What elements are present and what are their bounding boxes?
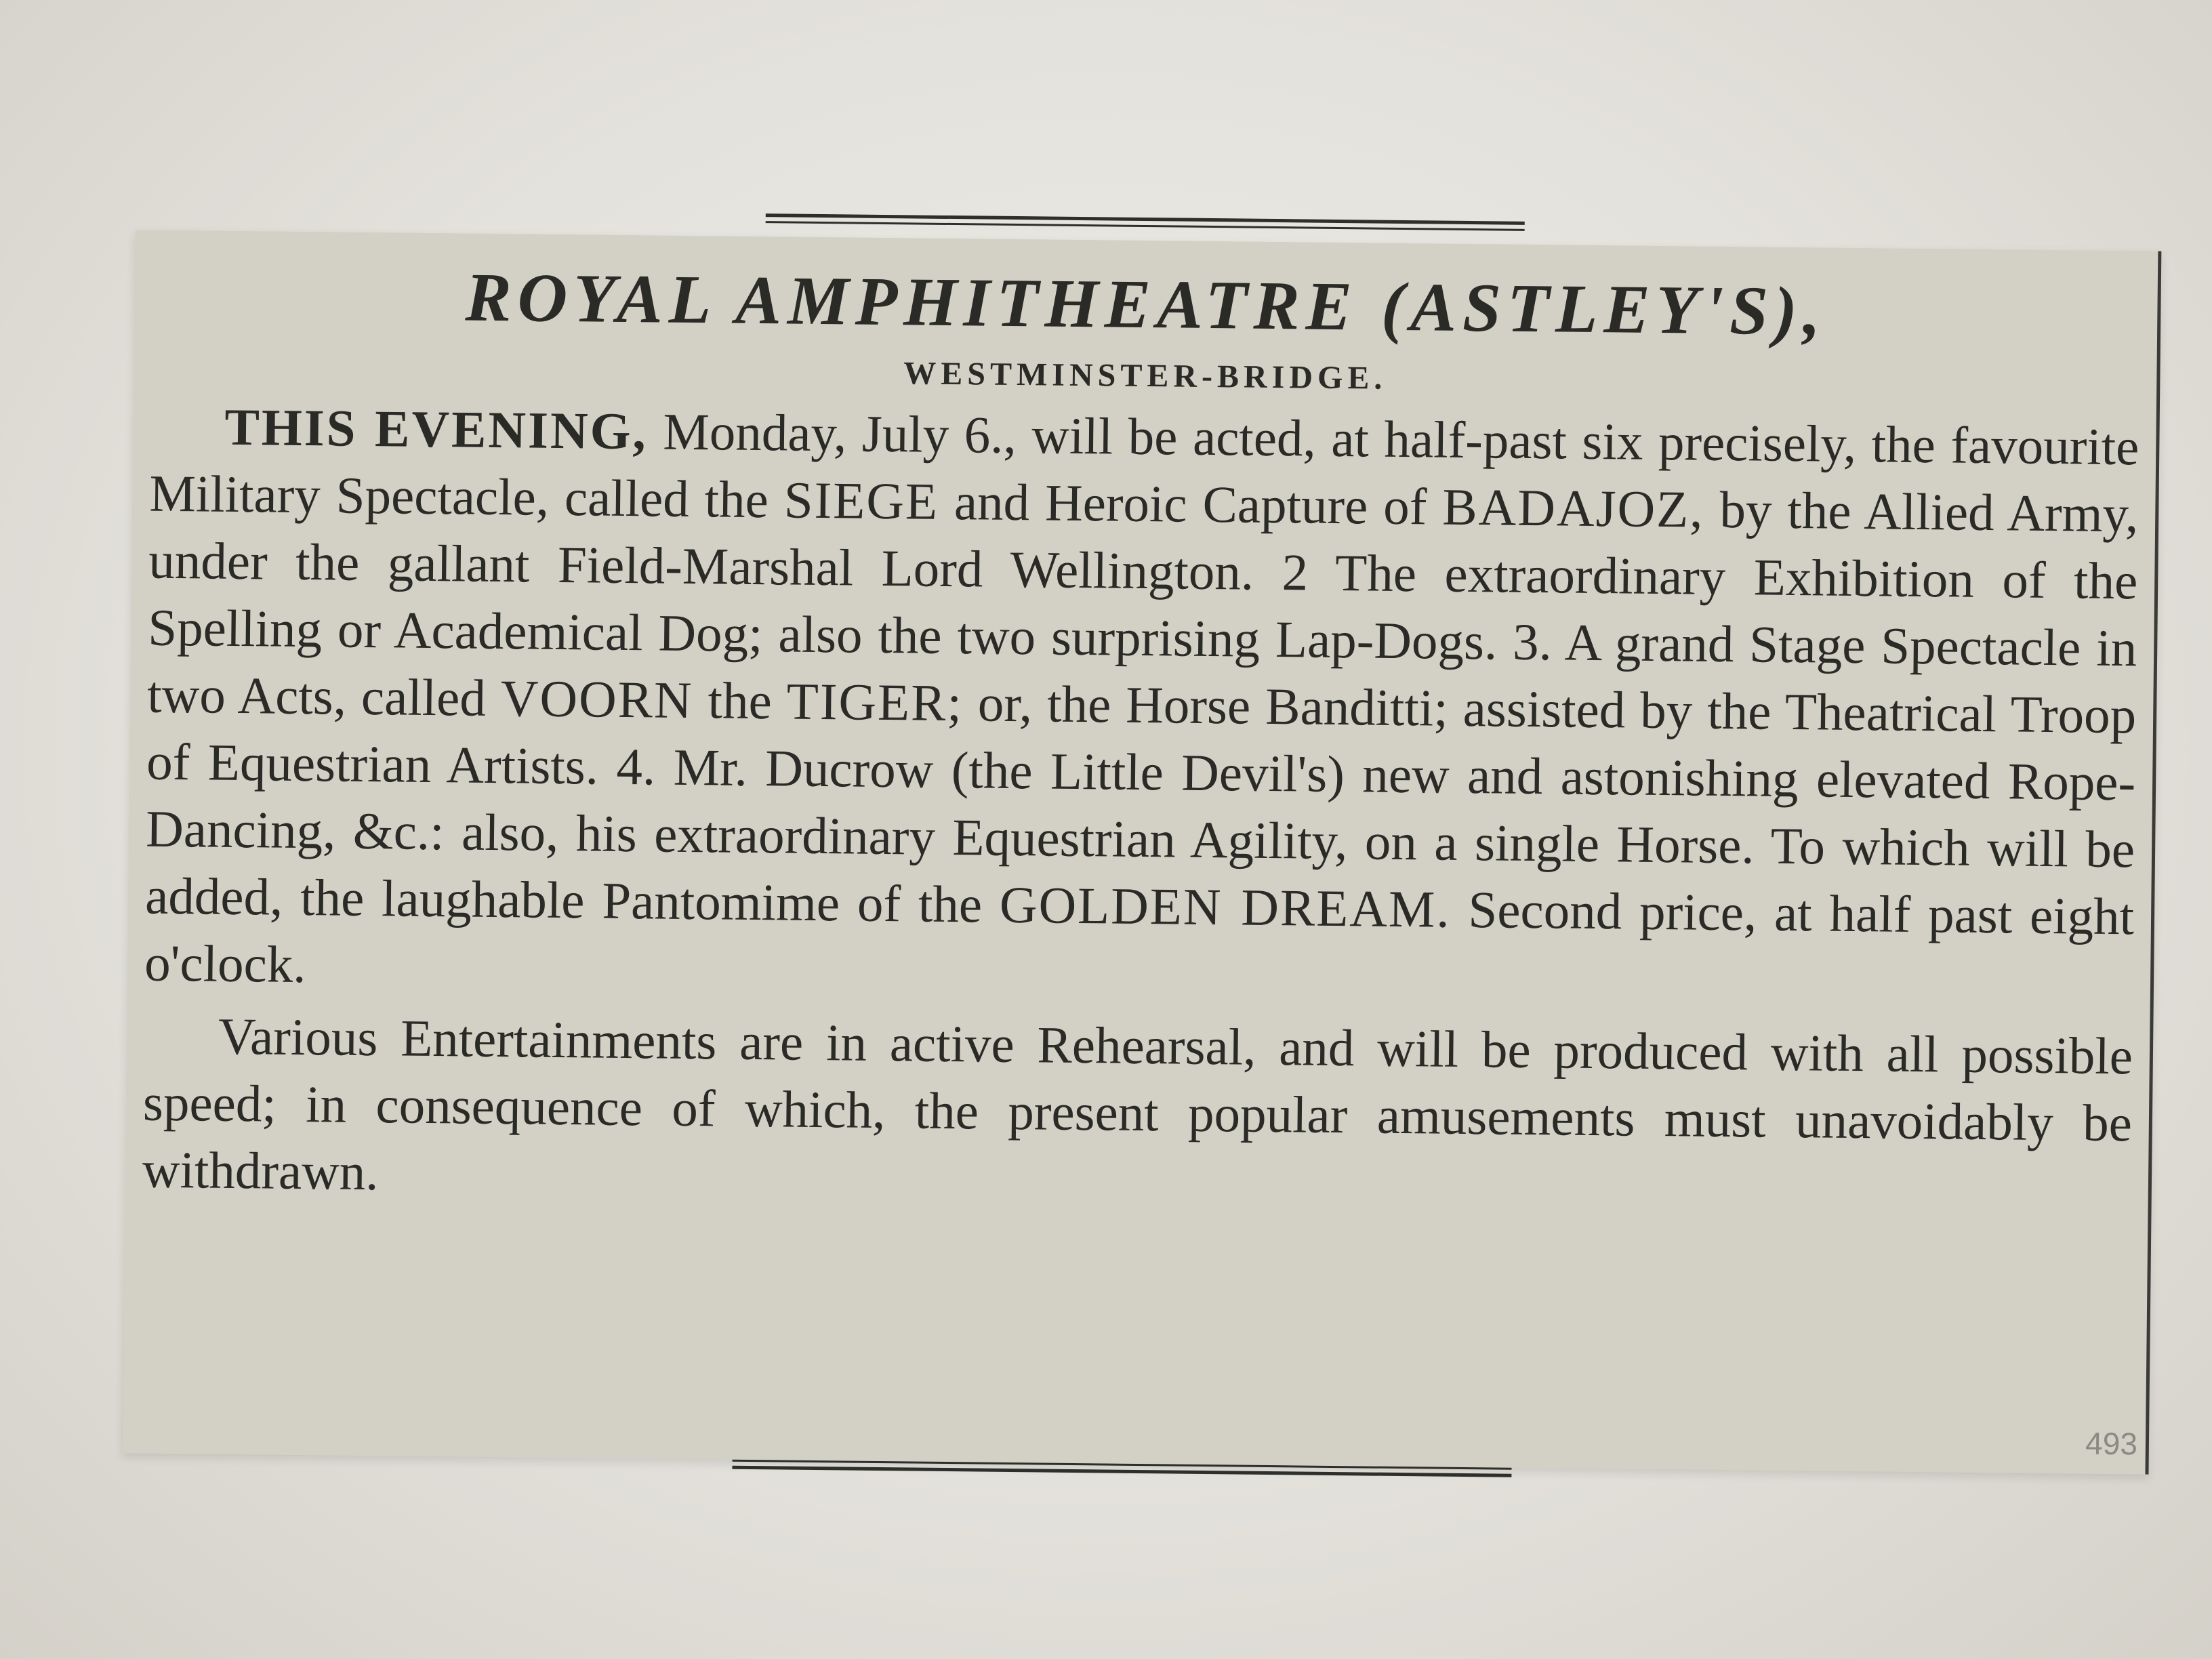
newspaper-clipping [123,230,2162,1474]
pencil-annotation: 493 [2085,1425,2138,1462]
paragraph-text-3: by the Allied Army, under the gallant Field-Marshal Lord Wellington. 2 The extraordinary Exhibition of the Spelling or Academical Dog; also the two surprising Lap-Dogs. 3. A grand Stage Spectacle in two Acts, called [146,480,2139,728]
paragraph-text-4: the [693,671,787,731]
golden-dream-word: GOLDEN DREAM. [999,875,1452,939]
paragraph-text-2: and Heroic Capture of [938,472,1443,536]
rehearsal-paragraph: Various Entertainments are in active Rehearsal, and will be produced with all possible speed; in consequence of which, the present popular amusements must unavoidably be withdrawn. [142,1006,2133,1202]
lead-phrase: THIS EVENING, [224,397,649,461]
advertisement-subtitle: WESTMINSTER-BRIDGE. [903,355,1387,396]
paragraph-text-1: Monday, July 6., will be acted, at half-past six precisely, the favourite Military Spectacle, called the [149,402,2139,529]
paragraph-text-6: Second price, at half past eight o'clock. [144,880,2135,994]
voorn-word: VOORN [500,669,694,730]
paragraph-text-5: or, the Horse Banditti; assisted by the Theatrical Troop of Equestrian Artists. 4. Mr. Ducrow (the Little Devil's) new and astonishing elevated Rope-Dancing, &c.: also, his extraordinary Equestrian Agility, on a single Horse. To which will be added, the laughable Pantomime of the [144,674,2137,934]
advertisement-text [142,230,2141,1225]
siege-word: SIEGE [783,470,939,531]
advertisement-title: ROYAL AMPHITHEATRE (ASTLEY'S), [464,259,1827,350]
programme-paragraph [144,393,2139,1018]
badajoz-word: BADAJOZ, [1442,477,1704,539]
tiger-word: TIGER; [786,672,964,733]
